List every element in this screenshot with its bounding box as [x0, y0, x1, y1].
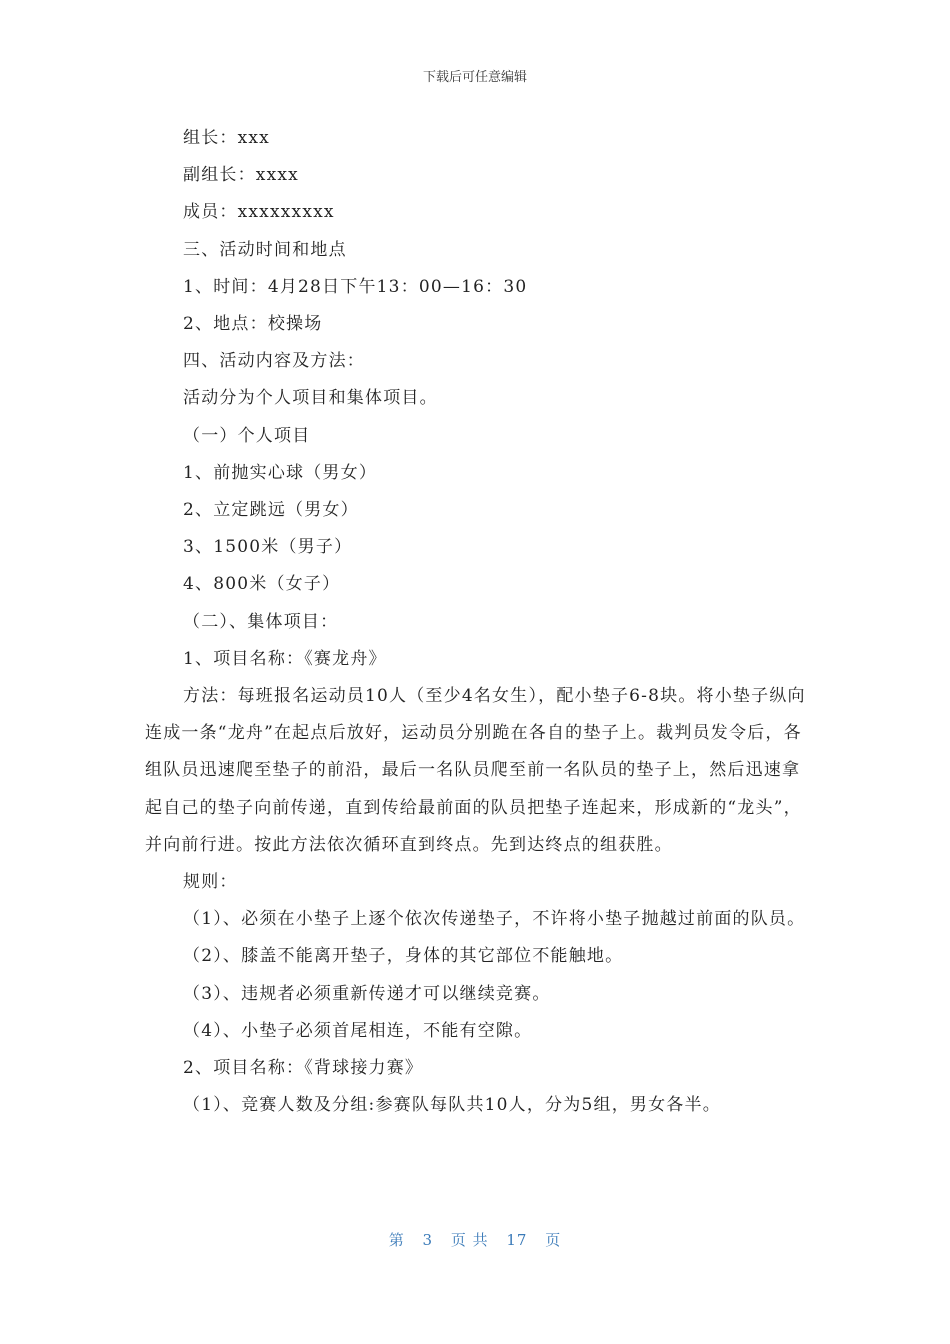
text-line: 副组长：xxxx [183, 165, 299, 186]
item-title: 2、项目名称：《背球接力赛》 [183, 1058, 424, 1079]
document-body [145, 120, 810, 1124]
subsection-heading: （一）个人项目 [183, 425, 311, 446]
page-header: 下载后可任意编辑 [422, 70, 527, 85]
section-heading: 三、活动时间和地点 [183, 239, 347, 260]
footer-middle: 页 共 [450, 1231, 489, 1249]
text-line: 1、时间：4月28日下午13：00—16：30 [183, 276, 528, 297]
item-title: 1、项目名称：《赛龙舟》 [183, 648, 387, 669]
list-item: 1、前抛实心球（男女） [183, 462, 378, 483]
text-line: 成员：xxxxxxxxx [183, 202, 335, 223]
rule-item: （4）、小垫子必须首尾相连，不能有空隙。 [183, 1020, 533, 1041]
footer-prefix: 第 [388, 1231, 405, 1249]
footer-suffix: 页 [545, 1231, 562, 1249]
method-paragraph: 方法：每班报名运动员10人（至少4名女生），配小垫子6-8块。将小垫子纵向连成一条“龙舟”在起点后放好，运动员分别跪在各自的垫子上。裁判员发令后，各组队员迅速爬至垫子的前沿，最后一名队员爬至前一名队员的垫子上，然后迅速拿起自己的垫子向前传递，直到传给最前面的队员把垫子连起来，形成新的“龙头”，并向前行进。按此方法依次循环直到终点。先到达终点的组获胜。 [145, 686, 806, 855]
rule-item: （2）、膝盖不能离开垫子，身体的其它部位不能触地。 [183, 946, 624, 967]
list-item: 4、800米（女子） [183, 574, 341, 595]
subsection-heading: （二）、集体项目： [183, 611, 339, 632]
rule-item: （1）、必须在小垫子上逐个依次传递垫子，不许将小垫子抛越过前面的队员。 [183, 909, 806, 930]
list-item: 2、立定跳远（男女） [183, 500, 359, 521]
list-item: 3、1500米（男子） [183, 537, 353, 558]
rule-item: （3）、违规者必须重新传递才可以继续竞赛。 [183, 983, 551, 1004]
rules-heading: 规则： [183, 872, 238, 893]
footer-page-number: 3 [422, 1231, 434, 1249]
text-line: 2、地点：校操场 [183, 314, 323, 335]
page-footer [0, 1229, 950, 1250]
text-line: （1）、竞赛人数及分组:参赛队每队共10人，分为5组，男女各半。 [183, 1095, 721, 1116]
text-line: 组长：xxx [183, 128, 270, 148]
footer-total-pages: 17 [506, 1231, 528, 1249]
text-line: 活动分为个人项目和集体项目。 [183, 388, 438, 409]
section-heading: 四、活动内容及方法： [183, 351, 365, 372]
